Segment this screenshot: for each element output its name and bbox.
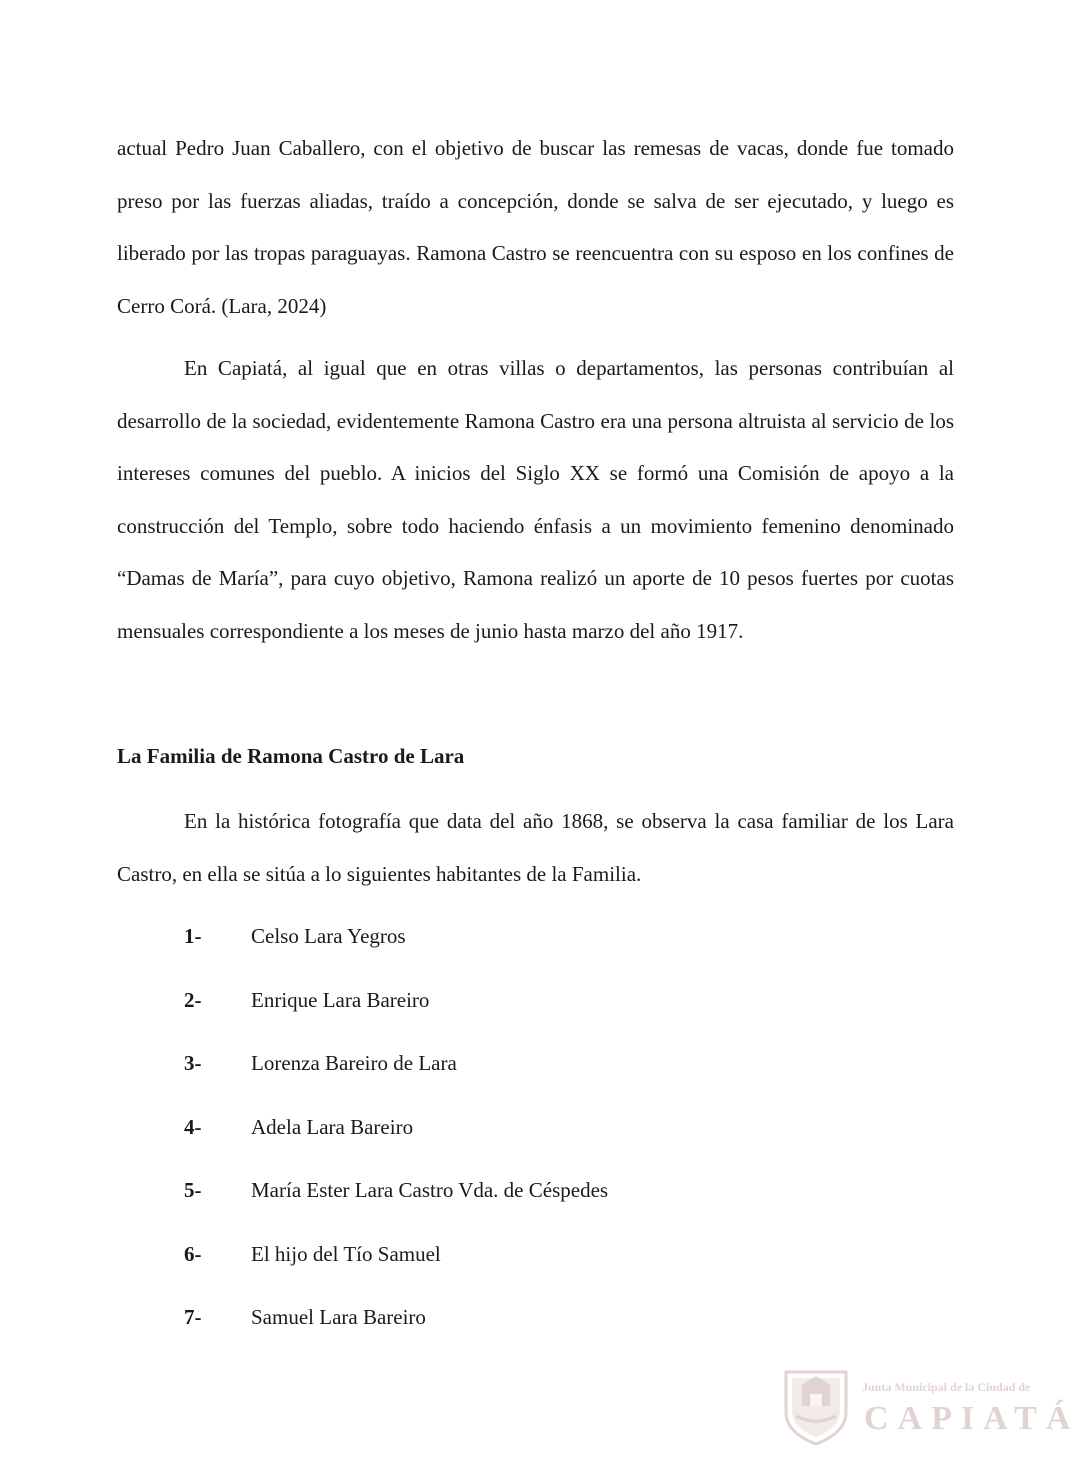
paragraph-3: En la histórica fotografía que data del año 1868, se observa la casa familiar de los Lara Castro, en ella se sitúa a lo siguientes habitantes de la Familia.: [117, 809, 954, 886]
municipal-shield-icon: [780, 1368, 852, 1446]
list-item-number: 6-: [184, 1241, 202, 1266]
list-item-name: Samuel Lara Bareiro: [251, 1305, 426, 1329]
list-item-number: 5-: [184, 1178, 202, 1202]
list-item-name: María Ester Lara Castro Vda. de Céspedes: [251, 1178, 609, 1202]
watermark-caption: Junta Municipal de la Ciudad de: [862, 1380, 1031, 1394]
list-item-name: El hijo del Tío Samuel: [251, 1241, 441, 1266]
list-item: [117, 982, 608, 1046]
list-item-number: 1-: [184, 924, 202, 948]
section-heading: La Familia de Ramona Castro de Lara: [117, 744, 465, 768]
list-item: [117, 918, 608, 982]
watermark-city-name: CAPIATÁ: [864, 1400, 1080, 1437]
list-item: [117, 1172, 608, 1236]
family-list: [117, 918, 608, 1363]
list-item-name: Adela Lara Bareiro: [251, 1114, 414, 1139]
list-item-number: 4-: [184, 1114, 202, 1139]
list-item-name: Enrique Lara Bareiro: [251, 987, 430, 1012]
list-item-name: Celso Lara Yegros: [251, 924, 406, 948]
list-item: [117, 1109, 608, 1173]
list-item-number: 7-: [184, 1305, 202, 1329]
list-item: [117, 1299, 608, 1363]
list-item: [117, 1045, 608, 1109]
paragraph-1: actual Pedro Juan Caballero, con el objetivo de buscar las remesas de vacas, donde fue tomado preso por las fuerzas aliadas, traído a concepción, donde se salva de ser ejecutado, y luego es liberado por las tropas paraguayas. Ramona Castro se reencuentra con su esposo en los confines de Cerro Corá. (Lara, 2024): [117, 136, 954, 318]
list-item-name: Lorenza Bareiro de Lara: [251, 1051, 457, 1075]
list-item-number: 2-: [184, 987, 202, 1012]
list-item: [117, 1236, 608, 1300]
list-item-number: 3-: [184, 1051, 202, 1075]
watermark: [780, 1368, 1080, 1448]
paragraph-2: En Capiatá, al igual que en otras villas o departamentos, las personas contribuían al desarrollo de la sociedad, evidentemente Ramona Castro era una persona altruista al servicio de los intereses comunes del pueblo. A inicios del Siglo XX se formó una Comisión de apoyo a la construcción del Templo, sobre todo haciendo énfasis a un movimiento femenino denominado “Damas de María”, para cuyo objetivo, Ramona realizó un aporte de 10 pesos fuertes por cuotas mensuales correspondiente a los meses de junio hasta marzo del año 1917.: [117, 356, 954, 643]
